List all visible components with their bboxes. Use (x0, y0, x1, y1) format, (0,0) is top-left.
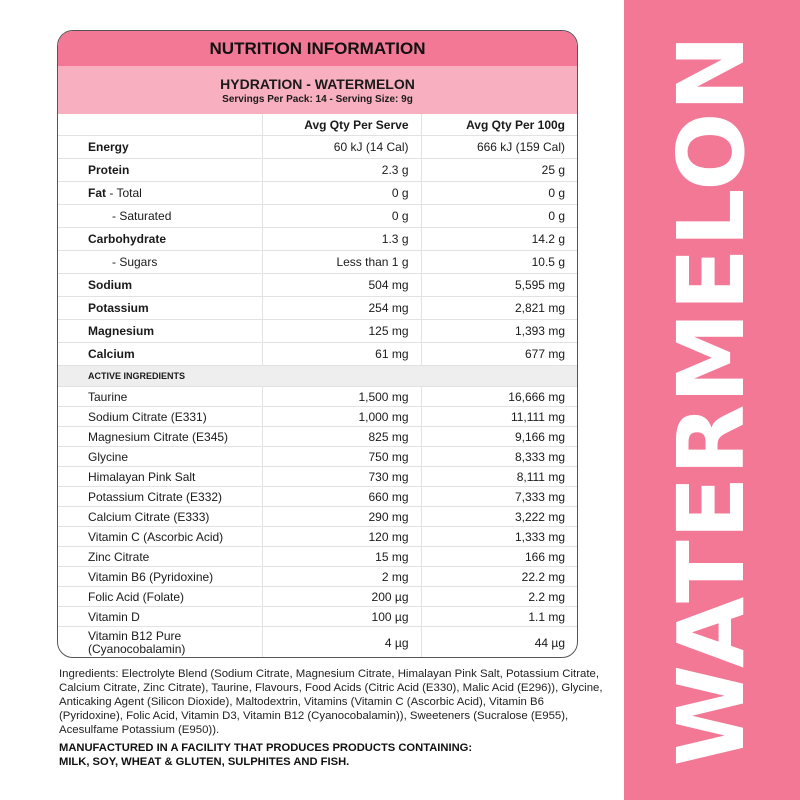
ingredients-text: Ingredients: Electrolyte Blend (Sodium Citrate, Magnesium Citrate, Himalayan Pink Salt, Potassium Citrate, Calcium Citrate, Zinc Citrate), Taurine, Flavours, Food Acids (Citric Acid (E330), Malic Acid (E296)), Glycine, Anticaking Agent (Silicon Dioxide), Maltodextrin, Vitamins (Vitamin C (Ascorbic Acid), Vitamin B6 (Pyridoxine), Folic Acid, Vitamin D3, Vitamin B12 (Cyanocobalamin)), Sweeteners (Sucralose (E955), Acesulfame Potassium (E950)). (59, 668, 603, 736)
table-row (58, 251, 577, 274)
col-per-serve: Avg Qty Per Serve (262, 114, 421, 136)
table-row (58, 627, 577, 659)
per-100g-value: 166 mg (421, 547, 577, 567)
per-100g-value: 1.1 mg (421, 607, 577, 627)
per-serve-value: 125 mg (262, 320, 421, 343)
row-label (58, 627, 262, 659)
row-label: Vitamin B6 (Pyridoxine) (58, 567, 262, 587)
table-row (58, 427, 577, 447)
column-header-row (58, 114, 577, 136)
allergen-line-2: MILK, SOY, WHEAT & GLUTEN, SULPHITES AND FISH. (59, 756, 350, 768)
per-100g-value: 25 g (421, 159, 577, 182)
table-row (58, 274, 577, 297)
row-label: Vitamin D (58, 607, 262, 627)
per-serve-value: 730 mg (262, 467, 421, 487)
per-serve-value: 0 g (262, 205, 421, 228)
per-serve-value: 100 µg (262, 607, 421, 627)
row-label: Folic Acid (Folate) (58, 587, 262, 607)
per-100g-value: 3,222 mg (421, 507, 577, 527)
row-label: Sodium (58, 274, 262, 297)
table-row (58, 228, 577, 251)
row-label: Magnesium (58, 320, 262, 343)
table-row (58, 182, 577, 205)
table-row (58, 607, 577, 627)
per-serve-value: 200 µg (262, 587, 421, 607)
per-100g-value: 44 µg (421, 627, 577, 659)
active-ingredients-section-row (58, 366, 577, 387)
row-label: Taurine (58, 387, 262, 407)
per-serve-value: 254 mg (262, 297, 421, 320)
row-label-line1: Vitamin B12 Pure (88, 629, 182, 643)
per-100g-value: 9,166 mg (421, 427, 577, 447)
allergen-line-1: MANUFACTURED IN A FACILITY THAT PRODUCES PRODUCTS CONTAINING: (59, 742, 473, 754)
table-row (58, 136, 577, 159)
per-serve-value: 120 mg (262, 527, 421, 547)
product-name: HYDRATION - WATERMELON (220, 76, 415, 92)
per-100g-value: 7,333 mg (421, 487, 577, 507)
per-100g-value: 8,111 mg (421, 467, 577, 487)
per-serve-value: 1.3 g (262, 228, 421, 251)
table-row (58, 447, 577, 467)
row-label-suffix: - Total (106, 186, 142, 200)
row-label: Calcium (58, 343, 262, 366)
row-label: Sodium Citrate (E331) (58, 407, 262, 427)
table-row (58, 487, 577, 507)
table-row (58, 407, 577, 427)
section-title: ACTIVE INGREDIENTS (58, 366, 577, 387)
table-row (58, 527, 577, 547)
row-label: Calcium Citrate (E333) (58, 507, 262, 527)
table-row (58, 587, 577, 607)
per-serve-value: 15 mg (262, 547, 421, 567)
row-label: Energy (58, 136, 262, 159)
per-serve-value: 2.3 g (262, 159, 421, 182)
row-label (58, 182, 262, 205)
table-row (58, 343, 577, 366)
product-header (58, 66, 577, 114)
per-100g-value: 2.2 mg (421, 587, 577, 607)
per-100g-value: 677 mg (421, 343, 577, 366)
row-label: Himalayan Pink Salt (58, 467, 262, 487)
row-label: Zinc Citrate (58, 547, 262, 567)
per-serve-value: 2 mg (262, 567, 421, 587)
per-serve-value: 290 mg (262, 507, 421, 527)
per-100g-value: 1,393 mg (421, 320, 577, 343)
row-label: - Saturated (58, 205, 262, 228)
per-serve-value: 1,500 mg (262, 387, 421, 407)
per-serve-value: 504 mg (262, 274, 421, 297)
per-serve-value: 660 mg (262, 487, 421, 507)
table-row (58, 467, 577, 487)
row-label: Protein (58, 159, 262, 182)
per-serve-value: 750 mg (262, 447, 421, 467)
per-100g-value: 0 g (421, 182, 577, 205)
table-row (58, 387, 577, 407)
panel-title: NUTRITION INFORMATION (58, 31, 577, 66)
per-serve-value: 825 mg (262, 427, 421, 447)
per-100g-value: 1,333 mg (421, 527, 577, 547)
nutrition-panel (57, 30, 578, 658)
table-row (58, 159, 577, 182)
table-row (58, 567, 577, 587)
header-blank (58, 114, 262, 136)
row-label: Vitamin C (Ascorbic Acid) (58, 527, 262, 547)
per-serve-value: 60 kJ (14 Cal) (262, 136, 421, 159)
table-row (58, 507, 577, 527)
per-100g-value: 22.2 mg (421, 567, 577, 587)
row-label: Magnesium Citrate (E345) (58, 427, 262, 447)
allergen-statement (59, 741, 611, 769)
row-label: Glycine (58, 447, 262, 467)
per-100g-value: 8,333 mg (421, 447, 577, 467)
nutrition-table (58, 114, 577, 658)
table-row (58, 547, 577, 567)
row-label: - Sugars (58, 251, 262, 274)
per-serve-value: 61 mg (262, 343, 421, 366)
row-label-bold: Fat (88, 186, 106, 200)
row-label: Potassium (58, 297, 262, 320)
per-100g-value: 16,666 mg (421, 387, 577, 407)
per-serve-value: 4 µg (262, 627, 421, 659)
row-label-line2: (Cyanocobalamin) (88, 642, 186, 656)
table-row (58, 205, 577, 228)
side-flavour-label: WATERMELON (658, 33, 765, 767)
per-100g-value: 10.5 g (421, 251, 577, 274)
per-100g-value: 5,595 mg (421, 274, 577, 297)
serving-info: Servings Per Pack: 14 - Serving Size: 9g (222, 94, 413, 105)
per-serve-value: Less than 1 g (262, 251, 421, 274)
per-serve-value: 0 g (262, 182, 421, 205)
row-label: Potassium Citrate (E332) (58, 487, 262, 507)
per-100g-value: 2,821 mg (421, 297, 577, 320)
row-label: Carbohydrate (58, 228, 262, 251)
per-100g-value: 0 g (421, 205, 577, 228)
per-100g-value: 666 kJ (159 Cal) (421, 136, 577, 159)
per-100g-value: 11,111 mg (421, 407, 577, 427)
table-row (58, 320, 577, 343)
per-serve-value: 1,000 mg (262, 407, 421, 427)
table-row (58, 297, 577, 320)
col-per-100g: Avg Qty Per 100g (421, 114, 577, 136)
per-100g-value: 14.2 g (421, 228, 577, 251)
